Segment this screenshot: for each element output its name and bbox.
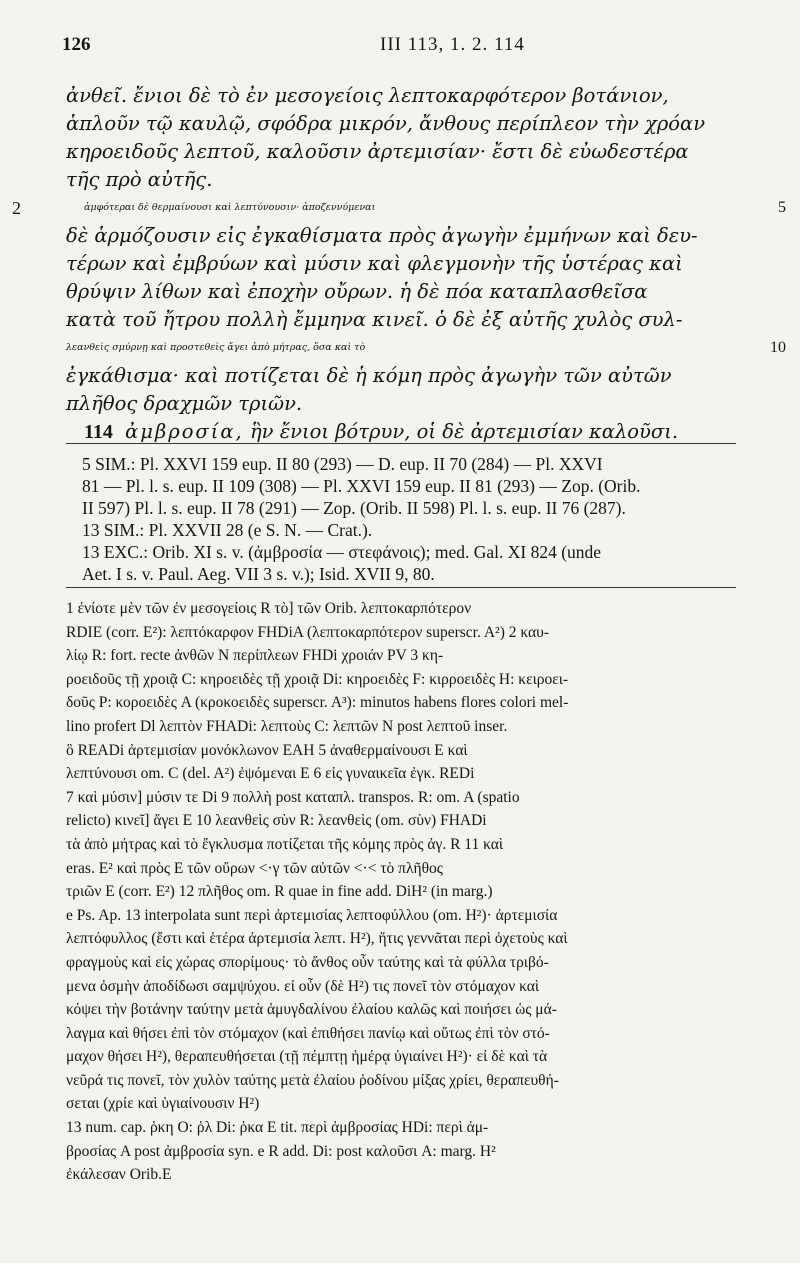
text-line: λεανθεὶς σμύρνῃ καὶ προστεθεὶς ἄγει ἀπὸ μήτρας, ὅσα καὶ τὸ bbox=[66, 342, 366, 353]
apparatus-line: ἐκάλεσαν Orib.E bbox=[66, 1166, 172, 1184]
text-line: ἁπλοῦν τῷ καυλῷ, σφόδρα μικρόν, ἄνθους περίπλεον τὴν χρόαν bbox=[66, 112, 706, 135]
running-head bbox=[62, 34, 762, 64]
similia-line: 5 SIM.: Pl. XXVI 159 eup. II 80 (293) — D. eup. II 70 (284) — Pl. XXVI bbox=[82, 454, 603, 474]
main-greek-text bbox=[12, 82, 786, 446]
text-line: ἀμφότεραι δὲ θερμαίνουσι καὶ λεπτύνουσιν· ἀποζεννύμεναι bbox=[84, 202, 376, 213]
apparatus-line: λεπτύνουσι om. C (del. A²) ἐψόμεναι E 6 εἰς γυναικεῖα ἐγκ. REDi bbox=[66, 765, 475, 783]
similia-line: 13 SIM.: Pl. XXVII 28 (e S. N. — Crat.). bbox=[82, 520, 373, 540]
similia-apparatus bbox=[82, 453, 752, 585]
page-number: 126 bbox=[62, 34, 91, 55]
apparatus-line: νεῦρά τις πονεῖ, τὸν χυλὸν ταύτης μετὰ ἐλαίου ῥοδίνου μίξας χρίει, θεραπευθή- bbox=[66, 1071, 559, 1089]
apparatus-line: relicto) κινεῖ] ἄγει E 10 λεανθεὶς σὺν R: λεανθεὶς (om. σὺν) FHADi bbox=[66, 812, 487, 830]
divider bbox=[66, 587, 736, 588]
similia-line: Aet. I s. v. Paul. Aeg. VII 3 s. v.); Isid. XVII 9, 80. bbox=[82, 564, 435, 584]
text-line: πλῆθος δραχμῶν τριῶν. bbox=[66, 392, 303, 415]
similia-line: 81 — Pl. l. s. eup. II 109 (308) — Pl. XXVI 159 eup. II 81 (293) — Zop. (Orib. bbox=[82, 476, 641, 496]
apparatus-line: φραγμοὺς καὶ εἰς χώρας σπορίμους· τὸ ἄνθος οὖν ταύτης καὶ τὰ φύλλα τριβό- bbox=[66, 953, 549, 971]
text-line: ἐγκάθισμα· καὶ ποτίζεται δὲ ἡ κόμη πρὸς ἀγωγὴν τῶν αὐτῶν bbox=[66, 364, 672, 387]
apparatus-line: eras. E² καὶ πρὸς E τῶν οὔρων <·γ τῶν αὐτῶν <·< τὸ πλῆθος bbox=[66, 859, 443, 877]
apparatus-line: 1 ἐνίοτε μὲν τῶν ἐν μεσογείοις R τὸ] τῶν Orib. λεπτοκαρπότερον bbox=[66, 600, 472, 617]
text-line: τῆς πρὸ αὐτῆς. bbox=[66, 168, 213, 191]
lemma-heading: ἀμβροσία, bbox=[125, 420, 244, 443]
apparatus-line: λίῳ R: fort. recte ἀνθῶν N περίπλεων FHDi χροιάν PV 3 κη- bbox=[66, 647, 444, 665]
text-line: κατὰ τοῦ ἤτρου πολλὴ ἔμμηνα κινεῖ. ὁ δὲ ἐξ αὐτῆς χυλὸς συλ- bbox=[66, 308, 683, 331]
apparatus-line: ὃ READi ἀρτεμισίαν μονόκλωνον EAH 5 ἀναθερμαίνουσι E καὶ bbox=[66, 741, 468, 759]
text-line: τέρων καὶ ἐμβρύων καὶ μύσιν καὶ φλεγμονὴν τῆς ὑστέρας καὶ bbox=[66, 252, 683, 275]
apparatus-line: ροειδοῦς τῇ χροιᾷ C: κηροειδὲς τῇ χροιᾷ Di: κηροειδὲς F: κιρροειδὲς H: κειροει- bbox=[66, 670, 569, 688]
apparatus-line: RDIE (corr. E²): λεπτόκαρφον FHDiA (λεπτοκαρπότερον superscr. A²) 2 καυ- bbox=[66, 623, 549, 641]
text-line: ἣν ἔνιοι βότρυν, οἱ δὲ ἀρτεμισίαν καλοῦσι. bbox=[249, 420, 679, 443]
section-number: 114 bbox=[84, 421, 113, 443]
apparatus-line: 13 num. cap. ῥκη O: ῥλ Di: ῥκα E tit. περὶ ἀμβροσίας HDi: περὶ ἀμ- bbox=[66, 1119, 489, 1137]
line-number-margin: 10 bbox=[770, 339, 786, 356]
similia-line: II 597) Pl. l. s. eup. II 78 (291) — Zop. (Orib. II 598) Pl. l. s. eup. II 76 (287). bbox=[82, 498, 626, 518]
similia-line: 13 EXC.: Orib. XI s. v. (ἀμβροσία — στεφάνοις); med. Gal. XI 824 (unde bbox=[82, 542, 602, 562]
text-line: δὲ ἁρμόζουσιν εἰς ἐγκαθίσματα πρὸς ἀγωγὴν ἐμμήνων καὶ δευ- bbox=[66, 224, 698, 247]
text-line-10 bbox=[66, 334, 786, 362]
apparatus-line: 7 καὶ μύσιν] μύσιν τε Di 9 πολλὴ post καταπλ. transpos. R: om. A (spatio bbox=[66, 788, 520, 806]
apparatus-line: μενα ὀσμὴν ἀποδίδωσι σαμψύχου. εἰ οὖν (δὲ H²) τις πονεῖ τὸν στόμαχον καὶ bbox=[66, 977, 540, 995]
section-114-line bbox=[66, 418, 736, 446]
divider bbox=[66, 443, 736, 444]
line-number-margin: 5 bbox=[778, 199, 786, 216]
apparatus-line: σεται (χρίε καὶ ὑγιαίνουσιν H²) bbox=[66, 1095, 260, 1113]
chapter-reference: III 113, 1. 2. 114 bbox=[380, 34, 525, 55]
apparatus-line: τὰ ἀπὸ μήτρας καὶ τὸ ἔγκλυσμα ποτίζεται τῆς κόμης πρὸς ἀγ. R 11 καὶ bbox=[66, 835, 504, 853]
apparatus-line: lino profert Dl λεπτὸν FHADi: λεπτοὺς C: λεπτῶν N post λεπτοῦ inser. bbox=[66, 717, 508, 735]
apparatus-line: τριῶν E (corr. E²) 12 πλῆθος om. R quae in fine add. DiH² (in marg.) bbox=[66, 883, 493, 901]
critical-apparatus bbox=[66, 597, 736, 1187]
text-line: θρύψιν λίθων καὶ ἐποχὴν οὔρων. ἡ δὲ πόα καταπλασθεῖσα bbox=[66, 280, 648, 303]
apparatus-line: λεπτόφυλλος (ἔστι καὶ ἑτέρα ἀρτεμισία λεπτ. H²), ἥτις γεννᾶται περὶ ὀχετοὺς καὶ bbox=[66, 930, 568, 948]
apparatus-line: δοῦς P: κοροειδὲς A (κροκοειδὲς superscr. A³): minutos habens flores colori mel- bbox=[66, 694, 569, 712]
text-line: κηροειδοῦς λεπτοῦ, καλοῦσιν ἀρτεμισίαν· ἔστι δὲ εὐωδεστέρα bbox=[66, 140, 689, 163]
text-line: ἀνθεῖ. ἔνιοι δὲ τὸ ἐν μεσογείοις λεπτοκαρφότερον βοτάνιον, bbox=[66, 84, 669, 107]
apparatus-line: μαχον θήσει H²), θεραπευθήσεται (τῇ πέμπτῃ ἡμέρᾳ ὑγιαίνει H²)· εἰ δὲ καὶ τὰ bbox=[66, 1048, 548, 1066]
apparatus-line: κόψει τὴν βοτάνην ταύτην μετὰ ἀμυγδαλίνου ἐλαίου καλῶς καὶ ποιήσει ὡς μά- bbox=[66, 1001, 557, 1019]
section-number: 2 bbox=[12, 198, 21, 218]
section-2-line bbox=[12, 194, 786, 222]
apparatus-line: e Ps. Ap. 13 interpolata sunt περὶ ἀρτεμισίας λεπτοφύλλου (om. H²)· ἀρτεμισία bbox=[66, 906, 558, 924]
apparatus-line: λαγμα καὶ θήσει ἐπὶ τὸν στόμαχον (καὶ ἐπιθήσει πανίῳ καὶ οὕτως ἐπὶ τὸν στό- bbox=[66, 1024, 550, 1042]
apparatus-line: βροσίας A post ἀμβροσία syn. e R add. Di: post καλοῦσι A: marg. H² bbox=[66, 1142, 496, 1160]
